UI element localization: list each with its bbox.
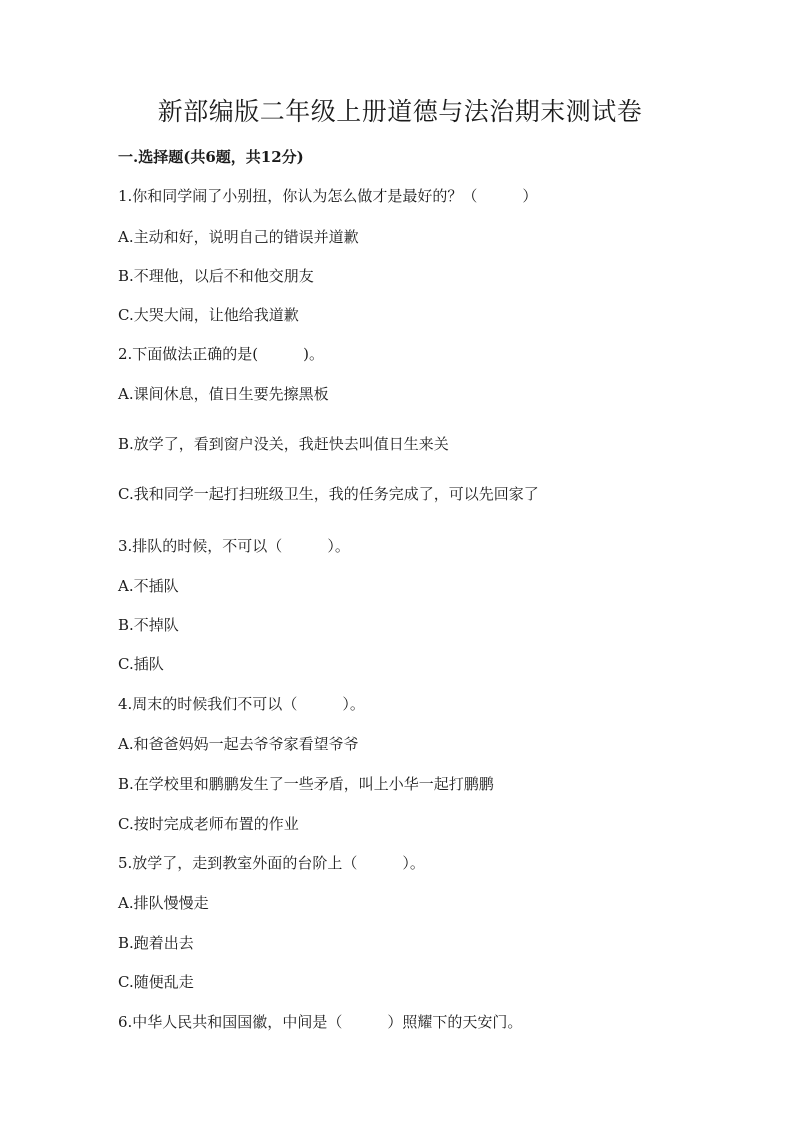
question-4-option-c: C.按时完成老师布置的作业 xyxy=(118,815,299,833)
question-5-option-b: B.跑着出去 xyxy=(118,934,194,952)
question-2-option-a: A.课间休息，值日生要先擦黑板 xyxy=(118,385,329,403)
question-6-stem: 6.中华人民共和国国徽，中间是（ ）照耀下的天安门。 xyxy=(118,1013,523,1031)
section-heading: 一.选择题(共6题，共12分) xyxy=(118,148,304,166)
question-1-option-b: B.不理他，以后不和他交朋友 xyxy=(118,267,314,285)
question-2-option-c: C.我和同学一起打扫班级卫生，我的任务完成了，可以先回家了 xyxy=(118,485,539,503)
question-5-option-c: C.随便乱走 xyxy=(118,973,194,991)
question-4-stem: 4.周末的时候我们不可以（ ）。 xyxy=(118,695,365,713)
question-5-option-a: A.排队慢慢走 xyxy=(118,894,209,912)
question-3-option-b: B.不掉队 xyxy=(118,616,179,634)
question-3-option-c: C.插队 xyxy=(118,655,164,673)
question-4-option-b: B.在学校里和鹏鹏发生了一些矛盾，叫上小华一起打鹏鹏 xyxy=(118,775,494,793)
question-3-option-a: A.不插队 xyxy=(118,577,179,595)
question-1-stem: 1.你和同学闹了小别扭，你认为怎么做才是最好的？（ ） xyxy=(118,187,538,205)
question-2-option-b: B.放学了，看到窗户没关，我赶快去叫值日生来关 xyxy=(118,435,449,453)
question-1-option-a: A.主动和好，说明自己的错误并道歉 xyxy=(118,228,359,246)
question-1-option-c: C.大哭大闹，让他给我道歉 xyxy=(118,306,299,324)
page-title: 新部编版二年级上册道德与法治期末测试卷 xyxy=(157,97,643,126)
question-5-stem: 5.放学了，走到教室外面的台阶上（ ）。 xyxy=(118,854,425,872)
question-3-stem: 3.排队的时候，不可以（ ）。 xyxy=(118,537,350,555)
question-4-option-a: A.和爸爸妈妈一起去爷爷家看望爷爷 xyxy=(118,735,359,753)
question-2-stem: 2.下面做法正确的是( )。 xyxy=(118,345,325,363)
